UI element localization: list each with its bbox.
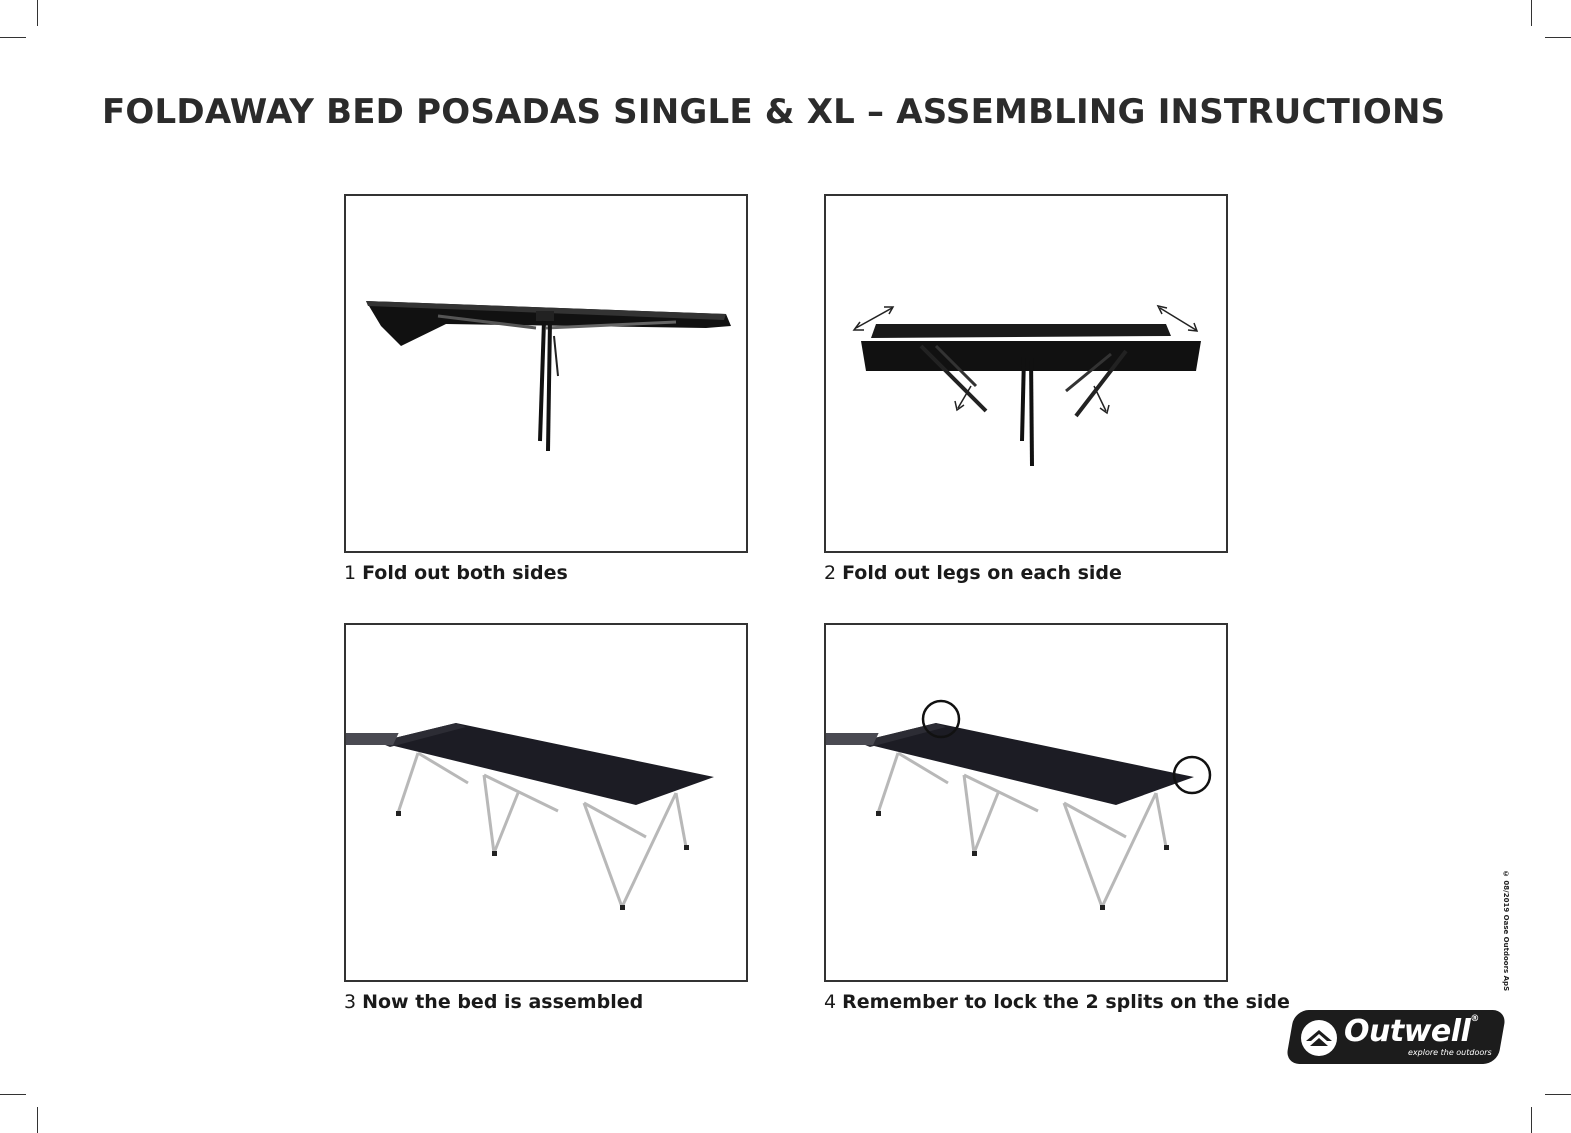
crop-mark [1545, 37, 1571, 38]
step-3-caption [344, 991, 643, 1013]
page-title: FOLDAWAY BED POSADAS SINGLE & XL – ASSEMBLING INSTRUCTIONS [102, 92, 1446, 132]
step-text: Fold out legs on each side [842, 562, 1122, 584]
crop-mark [0, 37, 26, 38]
step-text: Remember to lock the 2 splits on the side [842, 991, 1290, 1013]
logo-brand: Outwell [1344, 1014, 1471, 1049]
crop-mark [1531, 1107, 1532, 1133]
copyright-note: © 08/2019 Oase Outdoors ApS [1502, 870, 1510, 992]
crop-mark [37, 1107, 38, 1133]
crop-mark [0, 1094, 26, 1095]
crop-mark [37, 0, 38, 26]
logo-mark-icon [1300, 1019, 1338, 1057]
unfolding-legs-image [826, 196, 1226, 551]
assembled-bed-lock-image [826, 625, 1226, 980]
step-4-caption [824, 991, 1290, 1013]
step-number: 4 [824, 991, 837, 1013]
step-number: 3 [344, 991, 357, 1013]
logo-tagline: explore the outdoors [1408, 1048, 1492, 1057]
step-text: Fold out both sides [362, 562, 568, 584]
step-2-caption [824, 562, 1122, 584]
step-3-illustration [344, 623, 748, 982]
assembled-bed-image [346, 625, 746, 980]
step-2-illustration [824, 194, 1228, 553]
crop-mark [1545, 1094, 1571, 1095]
step-4-illustration [824, 623, 1228, 982]
step-number: 2 [824, 562, 837, 584]
outwell-logo [1285, 1010, 1507, 1064]
logo-registered: ® [1470, 1014, 1479, 1024]
crop-mark [1531, 0, 1532, 26]
step-1-caption [344, 562, 568, 584]
step-text: Now the bed is assembled [362, 991, 644, 1013]
step-1-illustration [344, 194, 748, 553]
step-number: 1 [344, 562, 357, 584]
folded-bed-image [346, 196, 746, 551]
